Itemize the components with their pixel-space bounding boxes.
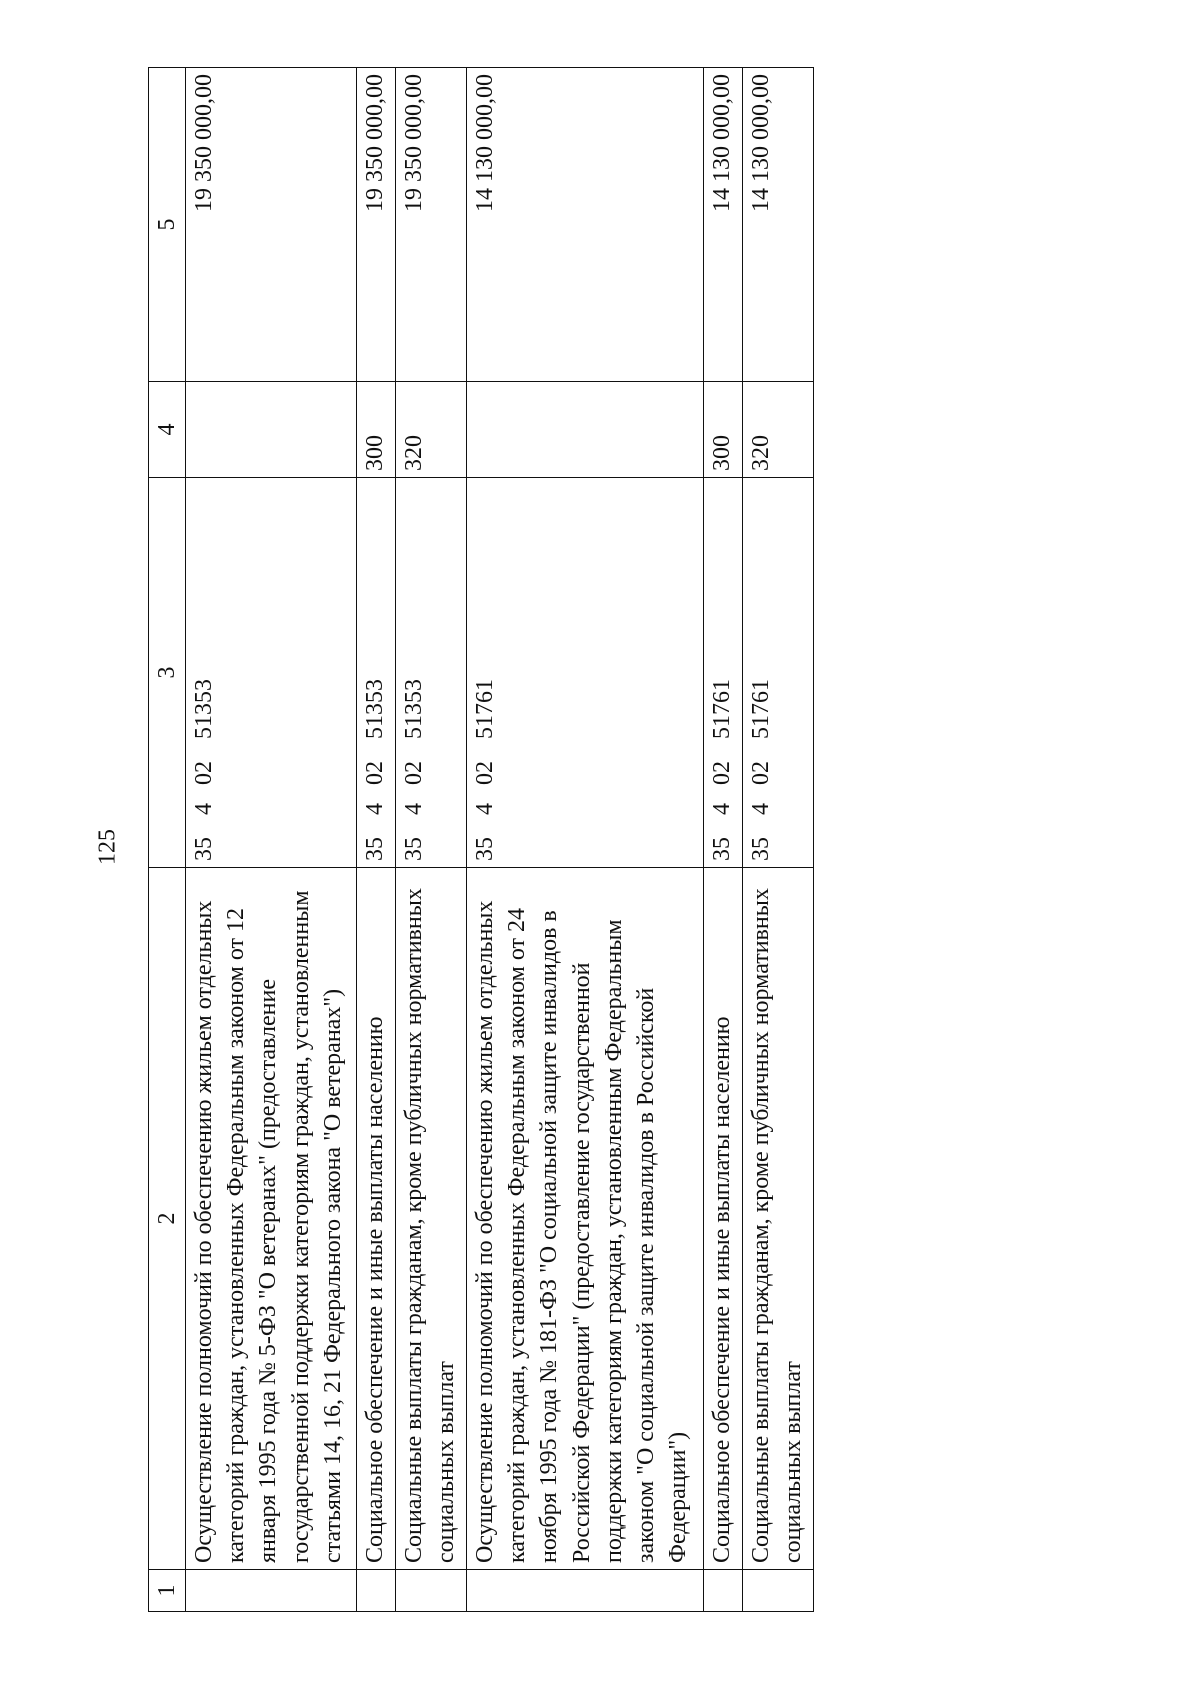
table-row (396, 68, 467, 1612)
rotated-table-wrapper (148, 68, 848, 1612)
code-program: 35 (472, 837, 499, 861)
code-direction: 51761 (748, 679, 775, 739)
row-number-cell (357, 1570, 396, 1612)
expense-type-cell: 300 (704, 382, 743, 478)
code-cell (704, 478, 743, 868)
code-event: 02 (191, 761, 218, 785)
code-cell (357, 478, 396, 868)
table-row (186, 68, 357, 1612)
row-number-cell (396, 1570, 467, 1612)
row-number-cell (467, 1570, 704, 1612)
amount-cell: 14 130 000,00 (467, 68, 704, 382)
description-cell: Социальное обеспечение и иные выплаты населению (357, 868, 396, 1570)
code-direction: 51353 (401, 679, 428, 739)
code-subprogram: 4 (401, 803, 428, 815)
table-row (704, 68, 743, 1612)
code-event: 02 (401, 761, 428, 785)
column-header-5: 5 (149, 68, 186, 382)
code-direction: 51353 (362, 679, 389, 739)
amount-cell: 14 130 000,00 (704, 68, 743, 382)
code-subprogram: 4 (748, 803, 775, 815)
row-number-cell (743, 1570, 814, 1612)
code-cell (467, 478, 704, 868)
code-program: 35 (401, 837, 428, 861)
code-subprogram: 4 (472, 803, 499, 815)
amount-cell: 19 350 000,00 (396, 68, 467, 382)
code-program: 35 (748, 837, 775, 861)
code-subprogram: 4 (191, 803, 218, 815)
code-event: 02 (748, 761, 775, 785)
amount-cell: 19 350 000,00 (357, 68, 396, 382)
code-program: 35 (362, 837, 389, 861)
code-event: 02 (709, 761, 736, 785)
expense-type-cell (186, 382, 357, 478)
column-header-2: 2 (149, 868, 186, 1570)
column-header-4: 4 (149, 382, 186, 478)
code-direction: 51761 (472, 679, 499, 739)
code-direction: 51353 (191, 679, 218, 739)
description-cell: Социальные выплаты гражданам, кроме публичных нормативных социальных выплат (743, 868, 814, 1570)
row-number-cell (186, 1570, 357, 1612)
code-subprogram: 4 (362, 803, 389, 815)
code-cell (396, 478, 467, 868)
description-cell: Социальные выплаты гражданам, кроме публичных нормативных социальных выплат (396, 868, 467, 1570)
column-header-1: 1 (149, 1570, 186, 1612)
code-subprogram: 4 (709, 803, 736, 815)
table-header-row (149, 68, 186, 1612)
table-row (357, 68, 396, 1612)
expense-type-cell: 320 (743, 382, 814, 478)
code-program: 35 (709, 837, 736, 861)
expense-type-cell: 320 (396, 382, 467, 478)
column-header-3: 3 (149, 478, 186, 868)
row-number-cell (704, 1570, 743, 1612)
description-cell: Социальное обеспечение и иные выплаты населению (704, 868, 743, 1570)
description-cell: Осуществление полномочий по обеспечению жильем отдельных категорий граждан, установленных Федеральным законом от 12 января 1995 года № 5-ФЗ "О ветеранах" (предоставление государственной поддержки категориям граждан, установленным статьями 14, 16, 21 Федерального закона "О ветеранах") (186, 868, 357, 1570)
amount-cell: 19 350 000,00 (186, 68, 357, 382)
table-row (467, 68, 704, 1612)
code-cell (186, 478, 357, 868)
code-cell (743, 478, 814, 868)
description-cell: Осуществление полномочий по обеспечению жильем отдельных категорий граждан, установленных Федеральным законом от 24 ноября 1995 года № 181-ФЗ "О социальной защите инвалидов в Российской Федерации" (предоставление государственной поддержки категориям граждан, установленным Федеральным законом "О социальной защите инвалидов в Российской Федерации") (467, 868, 704, 1570)
code-event: 02 (362, 761, 389, 785)
code-program: 35 (191, 837, 218, 861)
page-number: 125 (94, 829, 121, 865)
amount-cell: 14 130 000,00 (743, 68, 814, 382)
budget-table (148, 67, 814, 1612)
table-row (743, 68, 814, 1612)
expense-type-cell (467, 382, 704, 478)
code-direction: 51761 (709, 679, 736, 739)
expense-type-cell: 300 (357, 382, 396, 478)
code-event: 02 (472, 761, 499, 785)
